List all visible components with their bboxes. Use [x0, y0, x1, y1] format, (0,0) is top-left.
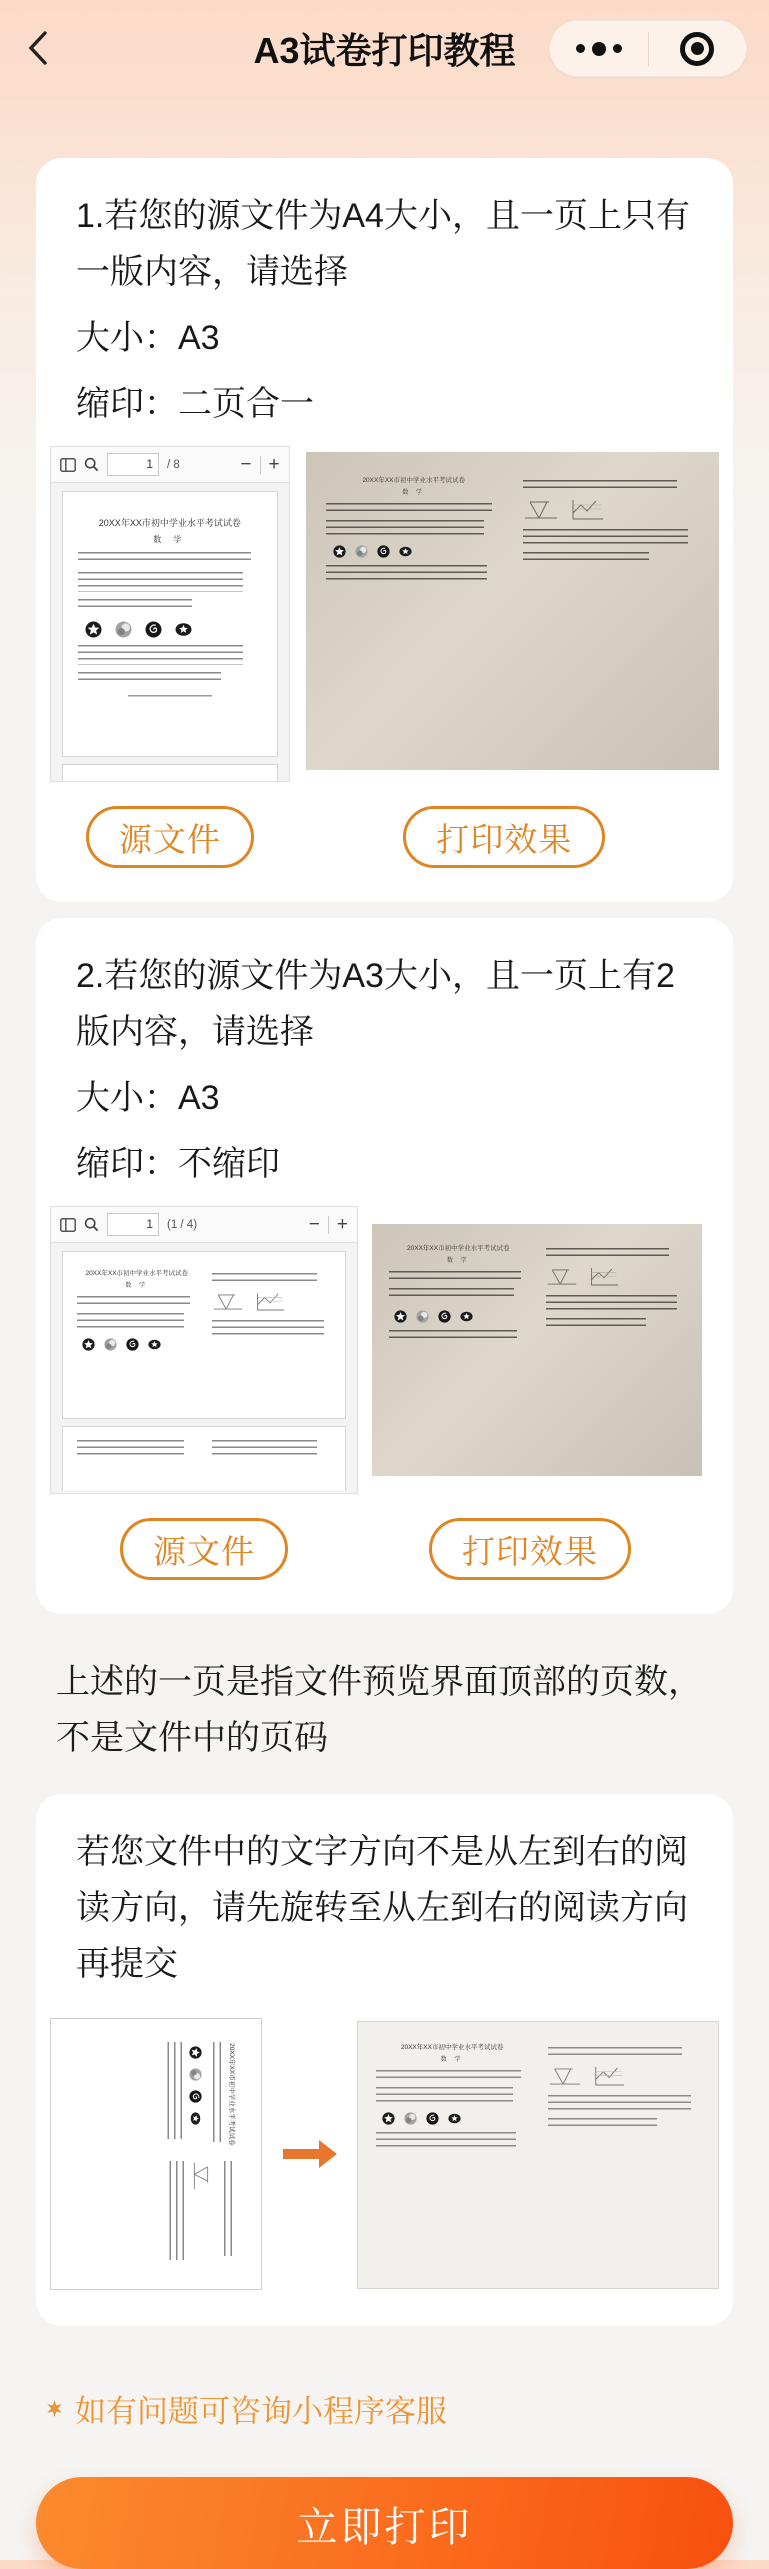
decor: 20XX年XX市初中学业水平考试试卷: [362, 476, 466, 484]
decor: 数 学: [402, 489, 426, 496]
arrow-right-icon: [281, 2136, 339, 2172]
decor: [283, 2140, 337, 2168]
doc-text-lines: [389, 1271, 522, 1281]
decor: [306, 452, 719, 770]
decor: 20XX年XX市初中学业水平考试试卷: [98, 518, 241, 528]
instruction-card-a3: [36, 918, 733, 1614]
decor: [691, 42, 704, 55]
doc-text-lines: [326, 520, 483, 536]
exam-figures: [548, 2065, 700, 2088]
decor: [146, 622, 162, 638]
decor: [426, 2112, 438, 2124]
doc-text-lines: [212, 1273, 317, 1283]
decor: [192, 2070, 197, 2075]
decor: [60, 2029, 252, 2279]
customer-service-tip: [46, 2386, 769, 2431]
decor: [357, 550, 362, 555]
decor: 20XX年XX市初中学业水平考试试卷: [400, 2044, 504, 2051]
exam-logo-row: [326, 545, 501, 558]
decor: [573, 501, 596, 513]
triangle-figure-icon: [192, 2161, 212, 2191]
decor: 20XX年XX市初中学业水平考试试卷: [85, 1270, 189, 1278]
triangle-figure-icon: [523, 498, 559, 522]
decor: [50, 1518, 358, 1580]
swirl-logo-icon: [355, 545, 368, 558]
decor: [550, 2069, 580, 2084]
swirl-logo-icon: [104, 1338, 117, 1351]
decor: [262, 2136, 357, 2172]
doc-text-lines: [523, 529, 687, 545]
back-icon[interactable]: [26, 30, 48, 66]
doc-text-lines: [128, 695, 212, 700]
card1-size-setting: 大小：A3: [76, 319, 220, 357]
doc-text-lines: [523, 480, 677, 490]
spiral-logo-icon: [377, 545, 390, 558]
decor: [61, 1218, 75, 1230]
decor: [62, 757, 278, 764]
card1-scale-setting: 缩印：二页合一: [76, 385, 314, 423]
decor: [63, 1252, 345, 1418]
corrected-page-preview: [357, 2021, 719, 2289]
decor: 数 学: [446, 1257, 470, 1264]
zoom-in-icon: +: [268, 454, 280, 475]
exam-logo-row: [77, 1338, 196, 1351]
triangle-figure-icon: [212, 1291, 244, 1313]
chart-figure-icon: [569, 498, 605, 522]
magnifier-icon: [84, 1217, 99, 1232]
nav-bar: [0, 0, 769, 96]
doc-text-lines: [77, 1440, 184, 1456]
decor: [358, 1518, 702, 1580]
decor: [73, 2161, 240, 2267]
decor: [406, 2117, 411, 2122]
pdf-toolbar: [51, 1207, 357, 1243]
print-effect-button[interactable]: 打印效果: [429, 1518, 631, 1580]
decor: [106, 1344, 111, 1349]
leaf-logo-icon: [460, 1310, 473, 1323]
card1-paragraph: 1.若您的源文件为A4大小，且一页上只有一版内容，请选择: [76, 197, 690, 291]
decor: [86, 459, 95, 468]
decor: [523, 473, 698, 750]
exam-figures: [212, 1291, 331, 1313]
dot-icon: [613, 44, 622, 53]
flower-logo-icon: [394, 1310, 407, 1323]
chart-figure-icon: [254, 1291, 286, 1313]
flower-logo-icon: [382, 2112, 395, 2125]
doc-text-lines: [376, 2132, 516, 2148]
exam-figures: [523, 498, 698, 522]
decor: [378, 545, 390, 557]
decor: [290, 806, 719, 868]
decor: [31, 33, 45, 63]
decor: [595, 2068, 617, 2079]
next-page-edge: [62, 764, 278, 782]
swirl-logo-icon: [404, 2112, 417, 2125]
target-circle-icon: [680, 32, 714, 66]
decor: [438, 1310, 450, 1322]
decor: [372, 1224, 702, 1476]
decor: [62, 1419, 346, 1426]
triangle-figure-icon: [548, 2065, 582, 2088]
page-total-label: / 8: [167, 458, 180, 471]
flower-logo-icon: [190, 2046, 203, 2059]
card2-scale-setting: 缩印：不缩印: [76, 1145, 280, 1183]
swirl-logo-icon: [115, 621, 132, 638]
doc-text-lines: [376, 2087, 513, 2103]
dot-icon: [576, 44, 585, 53]
decor: 数 学: [125, 1283, 149, 1290]
doc-text-lines: [389, 1288, 515, 1301]
rotated-page-preview: [50, 2018, 262, 2290]
decor: [190, 2090, 202, 2102]
zoom-out-icon: −: [308, 1214, 320, 1235]
page-number-box: 1: [107, 1213, 159, 1236]
doc-text-lines: [548, 2047, 682, 2057]
card3-paragraph: 若您文件中的文字方向不是从左到右的阅读方向，请先旋转至从左到右的阅读方向再提交: [76, 1833, 688, 1983]
page-number-note: 上述的一页是指文件预览界面顶部的页数，不是文件中的页码: [56, 1663, 702, 1757]
card1-previews: [36, 446, 733, 782]
doc-text-lines: [326, 565, 487, 581]
doc-text-lines: [546, 1248, 669, 1258]
exam-logo-row: [376, 2112, 528, 2125]
rotate-previews: [36, 2018, 733, 2290]
decor: [73, 2042, 240, 2148]
instruction-card-a4: [36, 158, 733, 902]
leaf-logo-icon: [190, 2112, 203, 2125]
card2-previews: [36, 1206, 733, 1494]
doc-text-lines: [212, 2042, 222, 2142]
leaf-logo-icon: [448, 2112, 461, 2125]
print-result-photo: [306, 452, 719, 770]
doc-text-lines: [167, 2042, 183, 2139]
decor: [77, 1438, 196, 1478]
more-options-button[interactable]: [550, 21, 648, 76]
decor: [591, 1269, 611, 1280]
doc-text-lines: [546, 1318, 647, 1328]
decor: [257, 1294, 277, 1305]
doc-text-lines: [523, 552, 649, 562]
card2-buttons: [36, 1518, 733, 1580]
decor: [118, 628, 125, 635]
decor: [212, 1266, 331, 1404]
doc-text-lines: [389, 1330, 517, 1343]
decor: [213, 1295, 241, 1309]
exam-page-landscape: [62, 1251, 346, 1419]
chart-figure-icon: [592, 2065, 626, 2088]
exam-page-portrait: [62, 491, 278, 757]
decor: [60, 2029, 252, 2279]
swirl-logo-icon: [416, 1310, 429, 1323]
decor: [260, 456, 261, 474]
exam-logo-row: [190, 2042, 203, 2148]
swirl-logo-icon: [190, 2068, 203, 2081]
doc-text-lines: [77, 1313, 184, 1329]
source-file-preview: [50, 1206, 358, 1494]
decor: [77, 1266, 196, 1404]
decor: [195, 2162, 208, 2189]
decor: [50, 806, 290, 868]
doc-text-lines: [220, 2161, 233, 2256]
doc-text-lines: [548, 2095, 691, 2111]
wechat-capsule: [549, 20, 747, 77]
magnifier-icon: [84, 457, 99, 472]
decor: [548, 1269, 576, 1283]
flower-logo-icon: [85, 621, 102, 638]
exam-logo-row: [389, 1310, 529, 1323]
dot-icon: [592, 42, 606, 56]
pdf-page-area: [51, 483, 289, 782]
leaf-logo-icon: [175, 621, 192, 638]
decor: [358, 2022, 718, 2288]
decor: [548, 2040, 700, 2270]
decor: [126, 1338, 138, 1350]
doc-text-lines: [326, 503, 492, 513]
doc-text-lines: [212, 1320, 324, 1336]
spiral-logo-icon: [126, 1338, 139, 1351]
decor: [86, 1219, 95, 1228]
decor: [94, 1227, 98, 1231]
print-now-button[interactable]: 立即打印: [36, 2477, 733, 2569]
flower-logo-icon: [82, 1338, 95, 1351]
decor: 20XX年XX市初中学业水平考试试卷: [407, 1244, 510, 1252]
doc-text-lines: [376, 2070, 521, 2080]
decor: [94, 467, 98, 471]
doc-text-lines: [78, 552, 250, 565]
page-number-box: 1: [107, 453, 159, 476]
asterisk-star-icon: [46, 2400, 63, 2417]
decor: [546, 1241, 686, 1460]
exam-figures: [192, 2161, 212, 2267]
decor: 20XX年XX市初中学业水平考试试卷: [228, 2043, 236, 2146]
doc-text-lines: [546, 1295, 677, 1311]
print-effect-button[interactable]: 打印效果: [403, 806, 605, 868]
zoom-in-icon: +: [336, 1214, 348, 1235]
source-file-button[interactable]: 源文件: [120, 1518, 288, 1580]
doc-text-lines: [78, 572, 243, 592]
card2-size-setting: 大小：A3: [76, 1079, 220, 1117]
chart-figure-icon: [588, 1266, 620, 1288]
spiral-logo-icon: [426, 2112, 439, 2125]
sidebar-icon: [60, 458, 76, 472]
spiral-logo-icon: [190, 2090, 203, 2103]
decor: [47, 2400, 61, 2417]
doc-text-lines: [78, 599, 192, 612]
leaf-logo-icon: [148, 1338, 161, 1351]
leaf-logo-icon: [399, 545, 412, 558]
rotate-instruction-card: [36, 1794, 733, 2326]
decor: [418, 1315, 423, 1320]
decor: [328, 1216, 329, 1234]
source-file-button[interactable]: 源文件: [86, 806, 254, 868]
doc-text-lines: [77, 1296, 190, 1306]
spiral-logo-icon: [438, 1310, 451, 1323]
doc-text-lines: [548, 2118, 658, 2128]
decor: [212, 1438, 331, 1478]
decor: [376, 2040, 528, 2270]
decor: [61, 458, 75, 470]
decor: 数 学: [440, 2057, 464, 2063]
tip-text: 如有问题可咨询小程序客服: [75, 2394, 447, 2429]
doc-text-lines: [169, 2161, 185, 2260]
pdf-page-area: [51, 1243, 357, 1494]
decor: 数 学: [153, 535, 187, 544]
decor: [389, 1241, 529, 1460]
decor: [525, 502, 557, 518]
card1-buttons: [36, 806, 733, 868]
capsule-close-button[interactable]: [649, 21, 747, 76]
doc-text-lines: [78, 645, 243, 665]
source-file-preview: [50, 446, 290, 782]
pdf-toolbar: [51, 447, 289, 483]
flower-logo-icon: [333, 545, 346, 558]
decor: [63, 1427, 345, 1490]
next-page-edge: [62, 1426, 346, 1490]
doc-text-lines: [78, 672, 221, 685]
doc-text-lines: [212, 1440, 317, 1456]
exam-logo-row: [78, 621, 261, 638]
card2-paragraph: 2.若您的源文件为A3大小，且一页上有2版内容，请选择: [76, 957, 675, 1051]
page-total-label: (1 / 4): [167, 1218, 198, 1231]
page-title: A3试卷打印教程: [253, 29, 516, 71]
sidebar-icon: [60, 1218, 76, 1232]
decor: [326, 473, 501, 750]
exam-figures: [546, 1266, 686, 1288]
print-result-photo: [372, 1224, 702, 1476]
spiral-logo-icon: [145, 621, 162, 638]
zoom-out-icon: −: [240, 454, 252, 475]
triangle-figure-icon: [546, 1266, 578, 1288]
